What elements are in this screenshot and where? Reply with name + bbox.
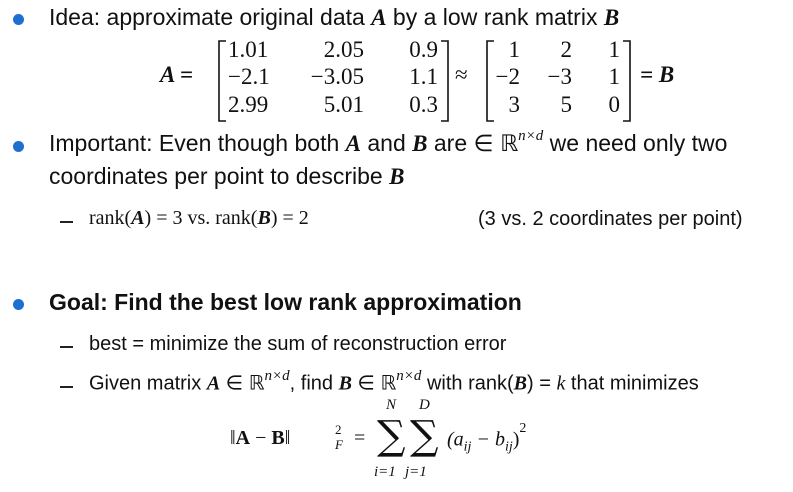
matrix-rhs: = B [640, 62, 675, 87]
rank-a-pre: rank( [89, 207, 132, 229]
rank-line [89, 207, 309, 230]
given-k: k [556, 372, 566, 395]
matrix-a-cell: 2.05 [323, 37, 364, 62]
important-line-2 [49, 163, 404, 190]
bullet-important [13, 141, 24, 152]
given-line [89, 370, 699, 396]
given-var-b: B [338, 372, 352, 395]
given-in-2: ∈ ℝ [351, 372, 397, 395]
matrix-b-cell: −3 [547, 64, 572, 89]
formula-minus: − [250, 427, 272, 449]
matrix-a-cell: −3.05 [310, 64, 364, 89]
sum-upper-n: N [386, 397, 397, 413]
idea-text-middle: by a low rank matrix [386, 4, 604, 30]
given-var-a: A [206, 372, 221, 395]
idea-text-prefix: Idea: approximate original data [49, 4, 372, 30]
matrix-a-cell: 0.9 [409, 37, 438, 62]
given-pre: Given matrix [89, 372, 207, 395]
norm-open: ‖ [230, 427, 236, 449]
rank-b-var: B [257, 207, 271, 229]
given-sup-1: n×d [264, 368, 290, 384]
matrix-b-right-bracket [622, 40, 632, 122]
given-in-1: ∈ ℝ [220, 372, 265, 395]
given-var-b2: B [513, 372, 528, 395]
norm-sup: 2 [335, 422, 342, 437]
matrix-lhs: A = [160, 62, 193, 87]
term-sub-b: ij [504, 439, 513, 455]
matrix-b-cell: 1 [508, 37, 520, 62]
matrix-b-cell: 1 [608, 37, 620, 62]
matrix-a-left-bracket [217, 40, 227, 122]
important-text-in: are ∈ ℝ [427, 130, 519, 156]
formula-term [447, 421, 527, 456]
important-text-suffix: we need only two [543, 130, 728, 156]
matrix-equation [0, 0, 793, 130]
rank-b-post: ) = 2 [270, 207, 309, 229]
important-text-and: and [361, 130, 413, 156]
rank-a-var: A [131, 207, 145, 229]
norm-sub: F [335, 437, 343, 452]
matrix-a-cell: 1.1 [409, 64, 438, 89]
sum-lower-i: i=1 [374, 464, 396, 480]
matrix-a-cell: 5.01 [323, 92, 364, 117]
dash-given [60, 386, 73, 388]
sum-upper-d: D [419, 397, 430, 413]
term-minus-b: − b [471, 428, 505, 451]
rank-note: (3 vs. 2 coordinates per point) [478, 208, 743, 230]
dash-best [60, 346, 73, 348]
important-line-1 [49, 130, 727, 157]
important-line2-text: coordinates per point to describe [49, 163, 390, 189]
dash-rank [60, 221, 73, 223]
rank-a-post: ) = 3 vs. rank( [144, 207, 258, 229]
sum-symbol-2: ∑ [410, 413, 439, 459]
important-text-prefix: Important: Even though both [49, 130, 346, 156]
given-sup-2: n×d [396, 368, 422, 384]
important-dim-sup: n×d [518, 128, 544, 145]
term-open-a: (a [447, 428, 464, 451]
matrix-a-right-bracket [440, 40, 450, 122]
matrix-b-cell: 1 [608, 64, 620, 89]
sum-lower-j: j=1 [405, 464, 427, 480]
best-line: best = minimize the sum of reconstruction error [89, 333, 507, 355]
formula-equals: = [354, 427, 366, 449]
idea-var-b: B [603, 5, 620, 30]
matrix-b-cell: −2 [495, 64, 520, 89]
given-eq: ) = [527, 372, 557, 395]
matrix-a-cell: 1.01 [228, 37, 269, 62]
matrix-a-cell: 2.99 [228, 92, 269, 117]
sum-symbol-1: ∑ [377, 413, 406, 459]
important-line2-var: B [389, 164, 405, 189]
norm-close: ‖ [284, 427, 291, 449]
matrix-a-cell: 0.3 [409, 92, 438, 117]
formula-lhs [230, 427, 290, 450]
approx-symbol: ≈ [455, 62, 468, 87]
term-close: ) [512, 428, 520, 451]
matrix-b-cell: 2 [560, 37, 572, 62]
matrix-b-cell: 0 [608, 92, 620, 117]
matrix-a-cell: −2.1 [228, 64, 270, 89]
given-find: , find [289, 372, 339, 395]
important-var-a: A [345, 131, 361, 156]
goal-title: Goal: Find the best low rank approximation [49, 289, 522, 315]
idea-var-a: A [371, 5, 387, 30]
formula-var-b: B [271, 427, 285, 449]
matrix-b-cell: 3 [508, 92, 520, 117]
term-sup: 2 [519, 421, 527, 436]
term-sub-a: ij [463, 439, 472, 455]
important-var-b: B [412, 131, 428, 156]
given-end: that minimizes [565, 372, 699, 395]
given-with: with rank( [421, 372, 514, 395]
matrix-b-cell: 5 [560, 92, 572, 117]
bullet-goal [13, 299, 24, 310]
formula-var-a: A [235, 427, 251, 449]
